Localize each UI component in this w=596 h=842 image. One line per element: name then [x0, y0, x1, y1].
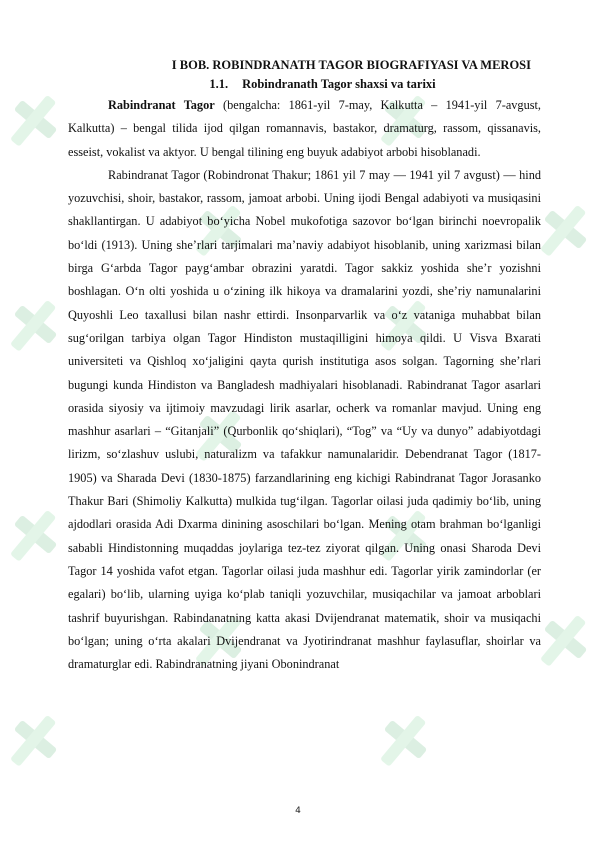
- watermark-icon: [0, 704, 76, 783]
- section-heading: [68, 75, 541, 94]
- chapter-title: I BOB. ROBINDRANATH TAGOR BIOGRAFIYASI VA MEROSI: [171, 58, 531, 72]
- person-name: Rabindranat Tagor: [108, 98, 215, 112]
- section-number: 1.1.: [209, 77, 229, 91]
- section-title: Robindranath Tagor shaxsi va tarixi: [242, 77, 436, 91]
- document-body: [68, 56, 541, 676]
- paragraph-intro-text: (bengalcha: 1861-yil 7-may, Kalkutta – 1941-yil 7-avgust, Kalkutta) – bengal tilida ijod qilgan romannavis, bastakor, dramaturg, rassom, qissanavis, esseist, vokalist va aktyor. U bengal tilining eng buyuk adabiyot arbobi hisoblanadi.: [68, 98, 541, 159]
- watermark-icon: [0, 289, 76, 368]
- paragraph-intro: [68, 94, 541, 164]
- page-number: 4: [295, 806, 301, 816]
- watermark-icon: [0, 499, 76, 578]
- watermark-icon: [368, 704, 447, 783]
- watermark-icon: [0, 84, 76, 163]
- paragraph-biography: Rabindranat Tagor (Robindronat Thakur; 1861 yil 7 may — 1941 yil 7 avgust) — hind yozuvchisi, shoir, bastakor, rassom, jamoat arbobi. Uning ijodi Bengal adabiyoti va musiqasini shakllantirgan. U adabiyot bo‘yicha Nobel mukofotiga sazovor bo‘lgan birinchi noevropalik bo‘ldi (1913). Uning she’rlari tarjimalari ma’naviy adabiyot hisoblanib, uning xarizmasi bilan birga G‘arbda Tagor payg‘ambar obrazini yaratdi. Tagor sakkiz yoshida she’r yozishni boshlagan. O‘n olti yoshida u o‘zining ilk hikoya va dramalarini yozdi, she’riy namunalarini Quyoshli Leo taxallusi bilan nashr ettirdi. Insonparvarlik va o‘z vataniga muhabbat bilan sug‘orilgan tarbiya olgan Tagor Hindiston mustaqilligini himoya qildi. U Visva Bxarati universiteti va Qishloq xo‘jaligini qayta qurish institutiga asos solgan. Tagorning she’rlari bugungi kunda Hindiston va Bangladesh madhiyalari hisoblanadi. Rabindranat Tagor asarlari orasida siyosiy va ijtimoiy mavzudagi lirik asarlar, ocherk va romanlar mavjud. Uning eng mashhur asarlari – “Gitanjali” (Qurbonlik qo‘shiqlari), “Tog” va “Uy va dunyo” adabiyotdagi lirizm, so‘zlashuv uslubi, naturalizm va tafakkur namunalaridir. Debendranat Tagor (1817-1905) va Sharada Devi (1830-1875) farzandlarining eng kichigi Rabindranat Tagor Jorasanko Thakur Bari (Shimoliy Kalkutta) mulkida tug‘ilgan. Tagorlar oilasi juda qadimiy bo‘lib, uning ajdodlari orasida Adi Dxarma dinining asoschilari bo‘lgan. Mening otam brahman bo‘lganligi sababli Hindistonning muqaddas joylariga tez-tez ziyorat qilgan. Uning onasi Sharoda Devi Tagor 14 yoshida vafot etgan. Tagorlar oilasi juda mashhur edi. Tagorlar yirik zamindorlar (er egalari) bo‘lib, ularning uyiga ko‘plab taniqli yozuvchilar, musiqachilar va jamoat arboblari tashrif buyurishgan. Rabindanatning katta akasi Dvijendranat matematik, shoir va musiqachi bo‘lgan; uning o‘rta akalari Dvijendranat va Jyotirindranat mashhur faylasuflar, shoirlar va dramaturglar edi. Rabindranatning jiyani Obonindranat: [68, 167, 541, 672]
